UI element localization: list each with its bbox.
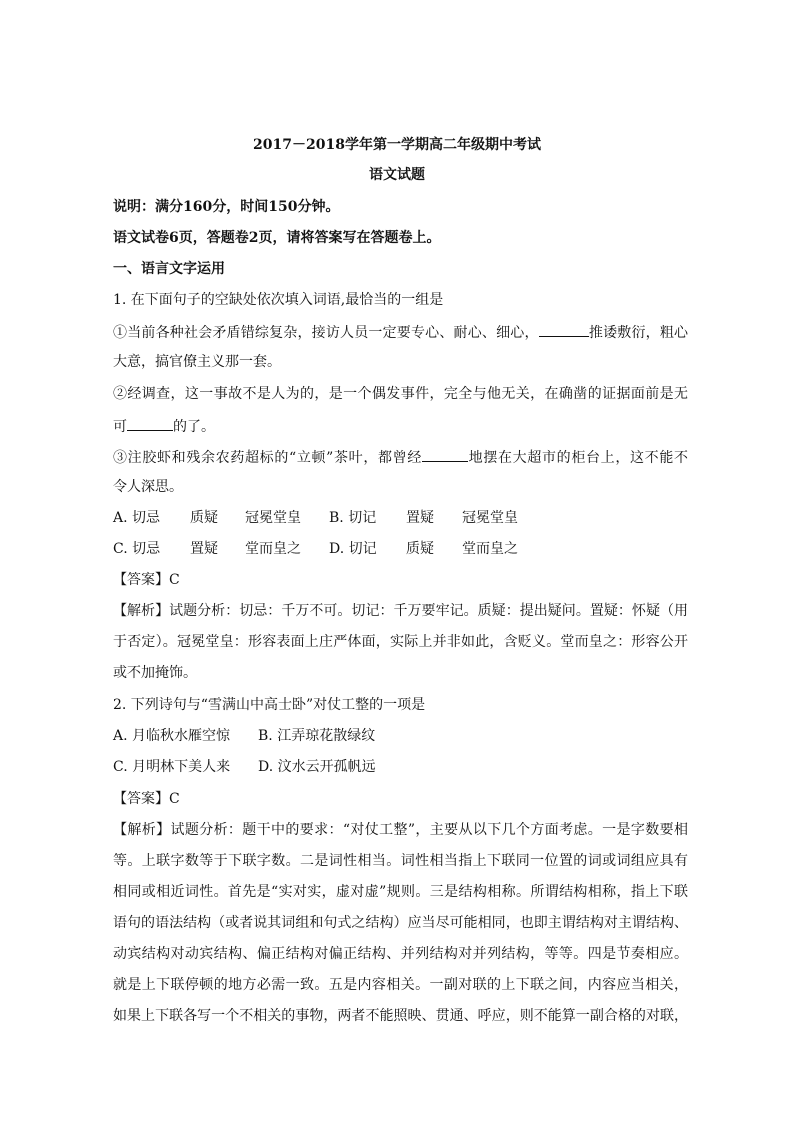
option-c-word-3: 堂而皇之 xyxy=(245,541,301,557)
sentence-2-text-after-blank: 的了。 xyxy=(173,419,215,435)
question-2-analysis-line-2: 等。上联字数等于下联字数。二是词性相当。词性相当指上下联同一位置的词或词组应具有 xyxy=(113,853,688,869)
option-b-word-3: 冠冕堂皇 xyxy=(462,510,518,526)
question-1-sentence-2-line-1: ②经调查，这一事故不是人为的，是一个偶发事件，完全与他无关，在确凿的证据面前是无 xyxy=(113,386,688,402)
question-1-answer: 【答案】C xyxy=(113,572,180,588)
option-d: D. 汶水云开孤帆远 xyxy=(258,759,376,775)
option-b-label: B. 切记 xyxy=(329,510,377,526)
question-2-analysis-line-6: 就是上下联停顿的地方必需一致。五是内容相关。一副对联的上下联之间，内容应当相关， xyxy=(113,977,688,993)
fill-blank-1 xyxy=(539,321,589,337)
sentence-3-text-before-blank: ③注胶虾和残余农药超标的“立顿”茶叶，都曾经 xyxy=(113,450,422,466)
question-1-sentence-3-line-1 xyxy=(113,446,688,468)
question-2-analysis-line-3: 相同或相近词性。首先是“实对实，虚对虚”规则。三是结构相称。所谓结构相称，指上下联 xyxy=(113,884,688,900)
option-c-label: C. 切忌 xyxy=(113,541,161,557)
question-1-analysis-line-2: 于否定）。冠冕堂皇：形容表面上庄严体面，实际上并非如此，含贬义。堂而皇之：形容公开 xyxy=(113,634,688,650)
option-d-word-2: 质疑 xyxy=(406,541,434,557)
option-a-word-3: 冠冕堂皇 xyxy=(245,510,301,526)
option-a: A. 月临秋水雁空惊 xyxy=(113,728,231,744)
exam-title: 2017－2018学年第一学期高二年级期中考试 xyxy=(253,137,541,153)
question-1-analysis-line-3: 或不加掩饰。 xyxy=(113,665,197,681)
question-1-sentence-2-line-2 xyxy=(113,415,688,437)
fill-blank-2 xyxy=(127,415,173,431)
question-2-analysis-line-7: 如果上下联各写一个不相关的事物，两者不能照映、贯通、呼应，则不能算一副合格的对联， xyxy=(113,1008,688,1024)
question-1-sentence-3-line-2: 令人深思。 xyxy=(113,479,183,495)
option-a-word-2: 质疑 xyxy=(190,510,218,526)
option-c: C. 月明林下美人来 xyxy=(113,759,231,775)
option-b: B. 江弄琼花散绿纹 xyxy=(258,728,376,744)
section-heading: 一、语言文字运用 xyxy=(113,261,225,277)
question-2-analysis-line-5: 动宾结构对动宾结构、偏正结构对偏正结构、并列结构对并列结构，等等。四是节奏相应。 xyxy=(113,946,688,962)
question-2-analysis-line-4: 语句的语法结构（或者说其词组和句式之结构）应当尽可能相同，也即主谓结构对主谓结构、 xyxy=(113,915,688,931)
option-d-label: D. 切记 xyxy=(329,541,377,557)
question-2-stem: 2. 下列诗句与“雪满山中高士卧”对仗工整的一项是 xyxy=(113,697,426,713)
option-c-word-2: 置疑 xyxy=(190,541,218,557)
instruction-pages: 语文试卷6页，答题卷2页，请将答案写在答题卷上。 xyxy=(113,230,441,246)
sentence-3-text-after-blank: 地摆在大超市的柜台上，这不能不 xyxy=(467,450,688,466)
question-2-analysis-line-1: 【解析】试题分析：题干中的要求：“对仗工整”，主要从以下几个方面考虑。一是字数要相 xyxy=(113,822,688,838)
option-b-word-2: 置疑 xyxy=(406,510,434,526)
question-1-sentence-1-line-2: 大意，搞官僚主义那一套。 xyxy=(113,354,281,370)
question-1-stem: 1. 在下面句子的空缺处依次填入词语,最恰当的一组是 xyxy=(113,292,444,308)
exam-subtitle: 语文试题 xyxy=(369,167,425,183)
fill-blank-3 xyxy=(422,446,468,462)
sentence-1-text-after-blank: 推诿敷衍，粗心 xyxy=(588,325,689,341)
question-1-sentence-1-line-1 xyxy=(113,321,688,343)
sentence-1-text-before-blank: ①当前各种社会矛盾错综复杂，接访人员一定要专心、耐心、细心， xyxy=(113,325,539,341)
option-a-label: A. 切忌 xyxy=(113,510,161,526)
question-2-answer: 【答案】C xyxy=(113,791,180,807)
option-d-word-3: 堂而皇之 xyxy=(462,541,518,557)
sentence-2-text-before-blank: 可 xyxy=(113,419,127,435)
question-1-analysis-line-1: 【解析】试题分析：切忌：千万不可。切记：千万要牢记。质疑：提出疑问。置疑：怀疑（用 xyxy=(113,603,688,619)
instruction-score-time: 说明：满分160分，时间150分钟。 xyxy=(113,199,340,215)
